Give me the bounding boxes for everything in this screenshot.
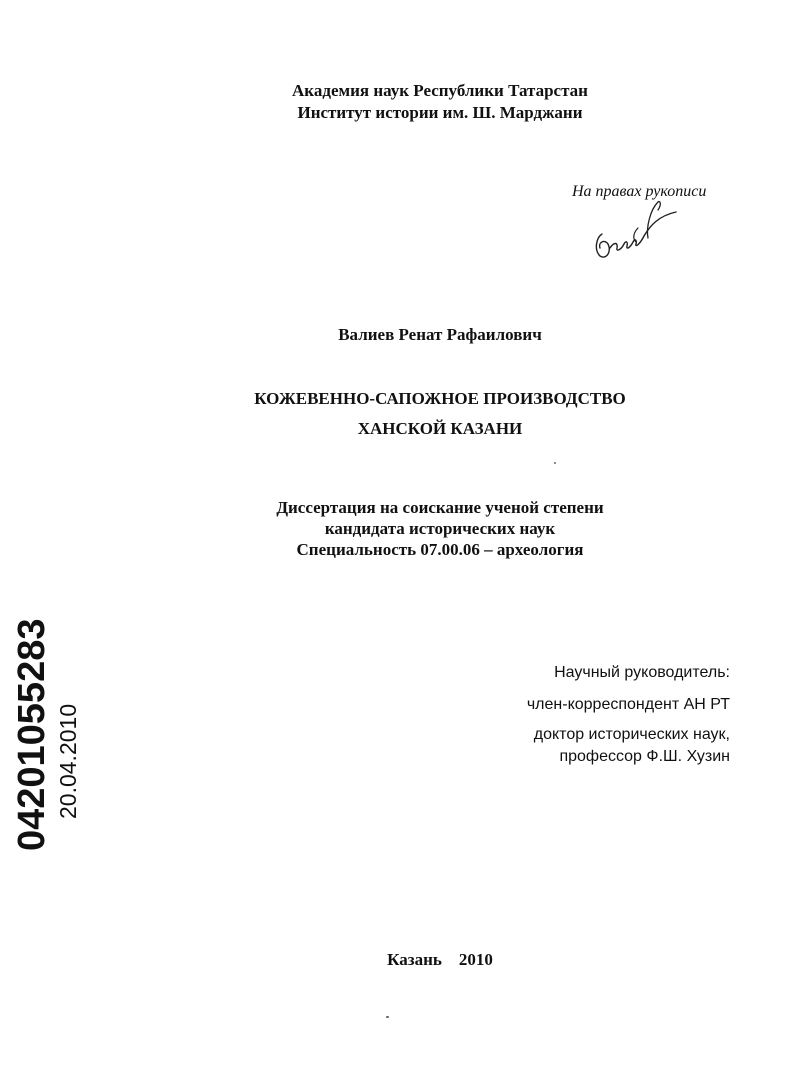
supervisor-degree: доктор исторических наук, bbox=[533, 726, 730, 743]
degree-statement bbox=[0, 497, 795, 560]
supervisor-heading: Научный руководитель: bbox=[554, 664, 730, 681]
scan-speck bbox=[554, 462, 556, 464]
footer-gap bbox=[446, 950, 455, 969]
scan-speck bbox=[386, 1016, 389, 1018]
degree-line-2: кандидата исторических наук bbox=[324, 519, 556, 538]
title-line-1: КОЖЕВЕННО-САПОЖНОЕ ПРОИЗВОДСТВО bbox=[254, 389, 626, 408]
degree-line-3: Специальность 07.00.06 – археология bbox=[296, 540, 584, 559]
dissertation-title bbox=[0, 384, 795, 444]
institution-header bbox=[0, 80, 795, 124]
author-name bbox=[0, 325, 795, 345]
title-line-2: ХАНСКОЙ КАЗАНИ bbox=[357, 419, 523, 438]
institution-institute: Институт истории им. Ш. Марджани bbox=[297, 103, 583, 122]
library-stamp bbox=[11, 618, 94, 851]
degree-line-1: Диссертация на соискание ученой степени bbox=[276, 498, 604, 517]
author-name-text: Валиев Ренат Рафаилович bbox=[338, 325, 542, 344]
stamp-date: 20.04.2010 bbox=[55, 703, 81, 819]
stamp-number: 04201055283 bbox=[11, 618, 53, 851]
footer-year: 2010 bbox=[458, 950, 493, 969]
institution-academy: Академия наук Республики Татарстан bbox=[292, 81, 588, 100]
place-and-year bbox=[0, 950, 795, 970]
manuscript-rights: На правах рукописи bbox=[572, 183, 707, 200]
supervisor-name: профессор Ф.Ш. Хузин bbox=[559, 748, 730, 765]
supervisor-block bbox=[527, 662, 730, 768]
supervisor-position: член-корреспондент АН РТ bbox=[526, 696, 730, 713]
footer-city: Казань bbox=[387, 950, 442, 969]
handwritten-signature bbox=[588, 198, 678, 268]
